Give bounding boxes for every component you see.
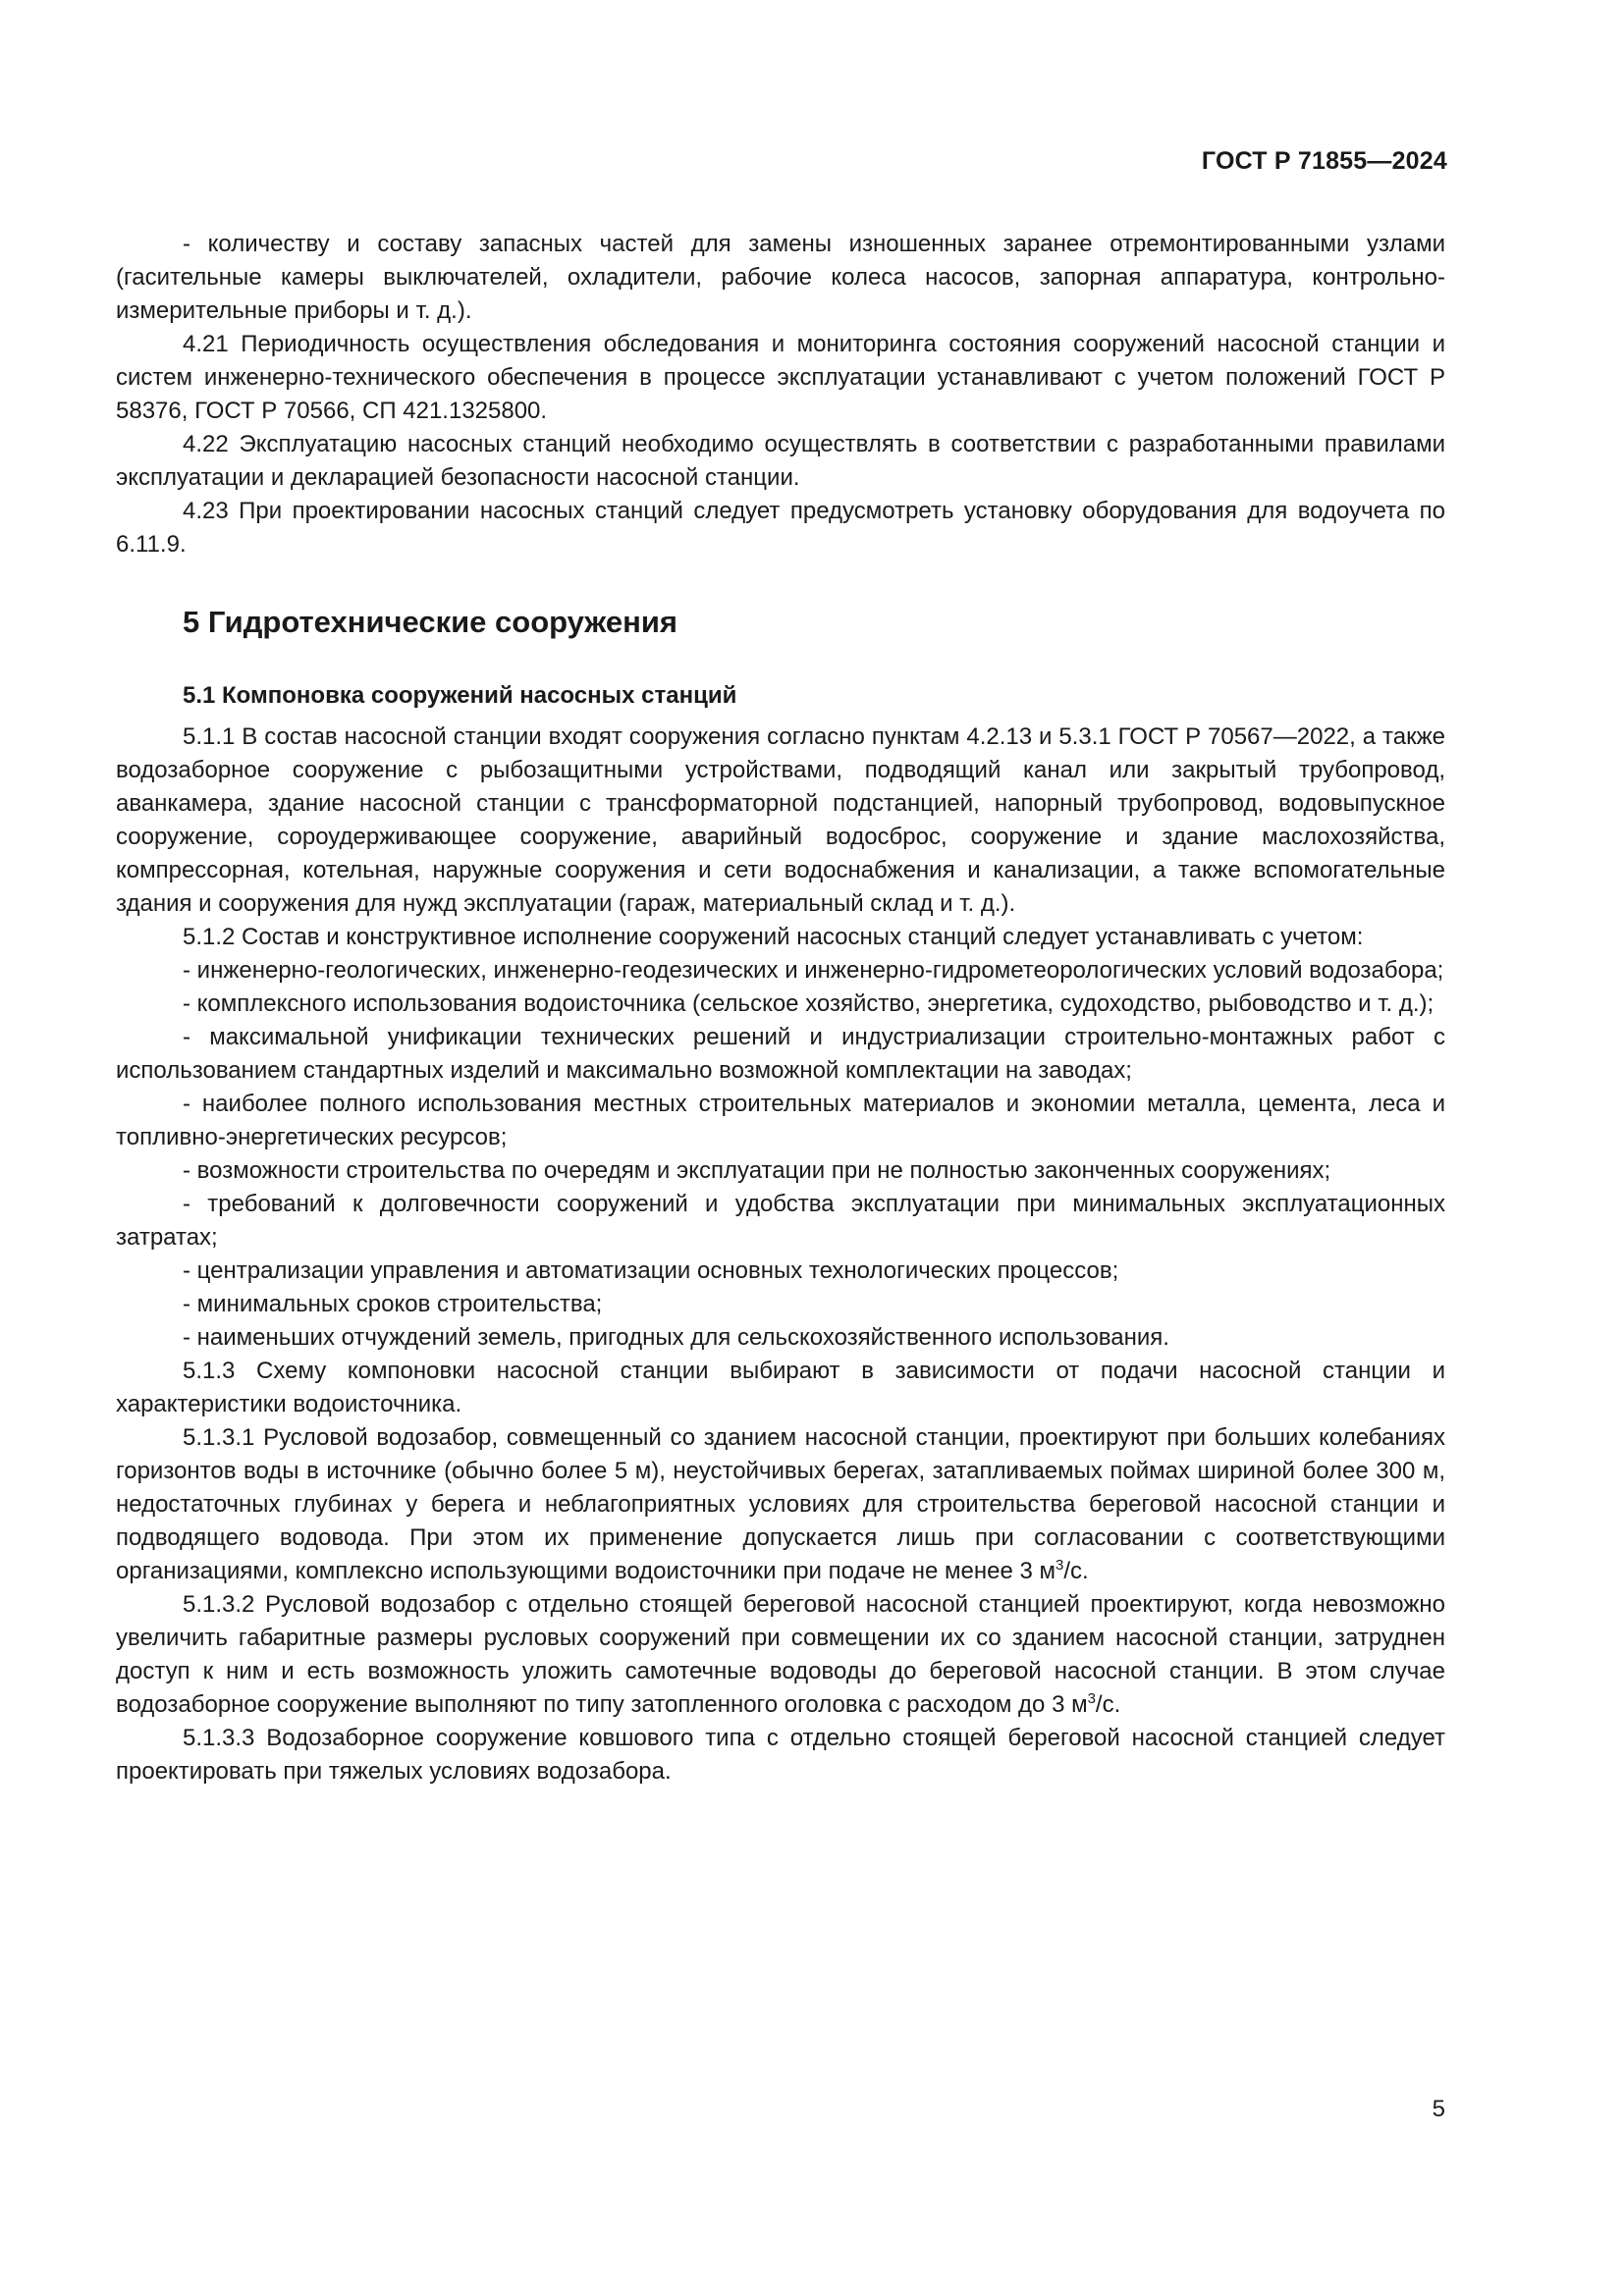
paragraph-4-23: 4.23 При проектировании насосных станций следует предусмотреть установку оборудования для водоучета по 6.11.9. (116, 498, 1445, 558)
superscript: 3 (1056, 1557, 1064, 1574)
list-item-construction-terms: - минимальных сроков строительства; (183, 1291, 603, 1317)
list-item-local-materials: - наиболее полного использования местных строительных материалов и экономии металла, цемента, леса и топливно-энергетических ресурсов; (116, 1091, 1445, 1150)
list-item-centralization: - централизации управления и автоматизации основных технологических процессов; (183, 1257, 1119, 1284)
superscript: 3 (1087, 1690, 1096, 1707)
list-item-durability: - требований к долговечности сооружений и удобства эксплуатации при минимальных эксплуатационных затратах; (116, 1191, 1445, 1251)
section-title: 5 Гидротехнические сооружения (183, 605, 677, 639)
paragraph-5-1-3-2-text: 5.1.3.2 Русловой водозабор с отдельно стоящей береговой насосной станцией проектируют, когда невозможно увеличить габаритные размеры русловых сооружений при совмещении их со зданием насосной станции, затруднен доступ к ним и есть возможность уложить самотечные водоводы до береговой насосной станции. В этом случае водозаборное сооружение выполняют по типу затопленного оголовка с расходом до 3 м (116, 1591, 1445, 1718)
paragraph-5-1-3-1 (116, 1421, 1445, 1588)
paragraph-5-1-1: 5.1.1 В состав насосной станции входят сооружения согласно пунктам 4.2.13 и 5.3.1 ГОСТ Р 70567—2022, а также водозаборное сооружение с рыбозащитными устройствами, подводящий канал или закрытый трубопровод, аванкамера, здание насосной станции с трансформаторной подстанцией, напорный трубопровод, водовыпускное сооружение, сороудерживающее сооружение, аварийный водосброс, сооружение и здание маслохозяйства, компрессорная, котельная, наружные сооружения и сети водоснабжения и канализации, а также вспомогательные здания и сооружения для нужд эксплуатации (гараж, материальный склад и т. д.). (116, 723, 1445, 917)
paragraph-5-1-2: 5.1.2 Состав и конструктивное исполнение сооружений насосных станций следует устанавливать с учетом: (183, 924, 1364, 950)
list-item-complex-use: - комплексного использования водоисточника (сельское хозяйство, энергетика, судоходство, рыбоводство и т. д.); (183, 990, 1435, 1017)
paragraph-4-21: 4.21 Периодичность осуществления обследования и мониторинга состояния сооружений насосной станции и систем инженерно-технического обеспечения в процессе эксплуатации устанавливают с учетом положений ГОСТ Р 58376, ГОСТ Р 70566, СП 421.1325800. (116, 331, 1445, 424)
paragraph-4-22: 4.22 Эксплуатацию насосных станций необходимо осуществлять в соответствии с разработанными правилами эксплуатации и декларацией безопасности насосной станции. (116, 431, 1445, 491)
paragraph-5-1-3-2 (116, 1588, 1445, 1722)
paragraph-5-1-3-1-text: 5.1.3.1 Русловой водозабор, совмещенный со зданием насосной станции, проектируют при больших колебаниях горизонтов воды в источнике (обычно более 5 м), неустойчивых берегах, затапливаемых поймах шириной более 300 м, недостаточных глубинах у берега и неблагоприятных условиях для строительства береговой насосной станции и подводящего водовода. При этом их применение допускается лишь при согласовании с соответствующими организациями, комплексно использующими водоисточники при подаче не менее 3 м (116, 1424, 1445, 1584)
paragraph-spare-parts-item: - количеству и составу запасных частей для замены изношенных заранее отремонтированными узлами (гасительные камеры выключателей, охладители, рабочие колеса насосов, запорная аппаратура, контрольно-измерительные приборы и т. д.). (116, 231, 1445, 324)
paragraph-5-1-3-3: 5.1.3.3 Водозаборное сооружение ковшового типа с отдельно стоящей береговой насосной станцией следует проектировать при тяжелых условиях водозабора. (116, 1725, 1445, 1785)
paragraph-5-1-3-1-tail: /с. (1063, 1558, 1089, 1584)
list-item-stages: - возможности строительства по очередям и эксплуатации при не полностью законченных сооружениях; (183, 1157, 1331, 1184)
list-item-unification: - максимальной унификации технических решений и индустриализации строительно-монтажных работ с использованием стандартных изделий и максимально возможной комплектации на заводах; (116, 1024, 1445, 1084)
subsection-title: 5.1 Компоновка сооружений насосных станций (183, 682, 737, 709)
document-code-header: ГОСТ Р 71855—2024 (1201, 147, 1447, 175)
list-item-land-use: - наименьших отчуждений земель, пригодных для сельскохозяйственного использования. (183, 1324, 1169, 1351)
page-number: 5 (1432, 2096, 1445, 2122)
page-content (116, 228, 1445, 1789)
paragraph-5-1-3: 5.1.3 Схему компоновки насосной станции выбирают в зависимости от подачи насосной станции и характеристики водоисточника. (116, 1358, 1445, 1417)
paragraph-5-1-3-2-tail: /с. (1095, 1691, 1121, 1718)
list-item-conditions: - инженерно-геологических, инженерно-геодезических и инженерно-гидрометеорологических условий водозабора; (183, 957, 1444, 984)
